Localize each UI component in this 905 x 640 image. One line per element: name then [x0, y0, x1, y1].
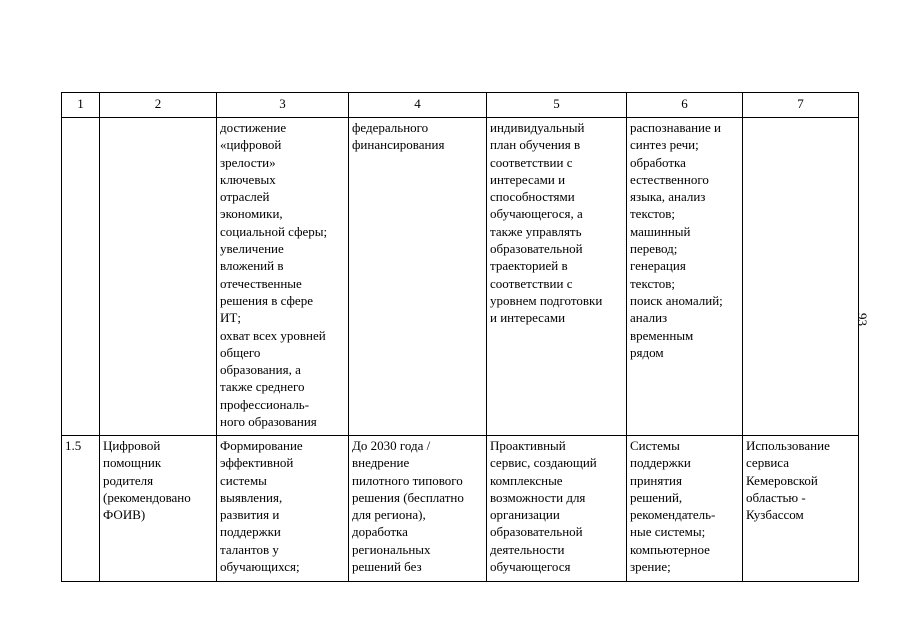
- cell-text-line: Цифровой: [103, 438, 161, 453]
- table-row: [62, 436, 859, 582]
- cell-text-line: способностями: [490, 189, 575, 205]
- table-cell-col-6: [627, 118, 743, 436]
- cell-text-line: интересами и: [490, 171, 566, 187]
- cell-text-line: уровнем подготовки: [490, 292, 603, 308]
- cell-text-line: текстов;: [630, 275, 675, 291]
- header-cell-7: 7: [743, 93, 859, 118]
- cell-text-line: Проактивный: [490, 438, 566, 453]
- table-cell-col-1: [62, 436, 100, 582]
- cell-text-line: «цифровой: [220, 137, 282, 153]
- cell-text-line: отраслей: [220, 189, 270, 205]
- cell-text-line: возможности для: [490, 489, 586, 505]
- cell-text-line: ного образования: [220, 414, 317, 430]
- cell-text-line: помощник: [103, 455, 162, 471]
- table-cell-col-1: [62, 118, 100, 436]
- cell-text-line: обучающегося: [490, 559, 571, 575]
- cell-text-line: языка, анализ: [630, 189, 706, 205]
- cell-text-line: До 2030 года /: [352, 438, 431, 453]
- table-cell-col-4: [349, 436, 487, 582]
- cell-text-line: естественного: [630, 171, 709, 187]
- cell-text-line: зрелости»: [220, 154, 276, 170]
- cell-text-line: социальной сферы;: [220, 223, 328, 239]
- cell-text-line: увеличение: [220, 241, 284, 257]
- cell-text-line: ИТ;: [220, 310, 241, 326]
- cell-text-line: синтез речи;: [630, 137, 699, 153]
- cell-text-line: экономики,: [220, 206, 283, 222]
- table-cell-col-7: [743, 436, 859, 582]
- cell-text-line: Системы: [630, 438, 680, 453]
- cell-text-line: решений,: [630, 489, 683, 505]
- cell-text-line: образовательной: [490, 241, 583, 257]
- header-cell-2: 2: [100, 93, 217, 118]
- cell-text-line: (рекомендовано: [103, 489, 191, 505]
- cell-text-line: Кузбассом: [746, 507, 804, 523]
- cell-text-line: организации: [490, 507, 560, 523]
- cell-text-line: доработка: [352, 524, 408, 540]
- cell-text-line: ключевых: [220, 171, 276, 187]
- table-cell-col-7: [743, 118, 859, 436]
- cell-text-line: родителя: [103, 472, 154, 488]
- cell-text-line: образования, а: [220, 362, 301, 378]
- cell-text-line: рядом: [630, 344, 664, 360]
- cell-text-line: распознавание и: [630, 120, 721, 135]
- cell-text-line: отечественные: [220, 275, 302, 291]
- cell-text-line: индивидуальный: [490, 120, 585, 135]
- cell-text-line: федерального: [352, 120, 429, 135]
- table-cell-col-5: [487, 436, 627, 582]
- cell-text-line: Кемеровской: [746, 472, 818, 488]
- table-cell-col-2: [100, 436, 217, 582]
- table-cell-col-2: [100, 118, 217, 436]
- cell-text-line: региональных: [352, 541, 431, 557]
- table-header-row: [62, 93, 859, 118]
- cell-text-line: системы: [220, 472, 267, 488]
- cell-text-line: решения в сфере: [220, 292, 313, 308]
- cell-text-line: пилотного типового: [352, 472, 463, 488]
- cell-text-line: общего: [220, 344, 261, 360]
- cell-text-line: вложений в: [220, 258, 284, 274]
- cell-text-line: поддержки: [220, 524, 281, 540]
- cell-text-line: комплексные: [490, 472, 563, 488]
- cell-text-line: решения (бесплатно: [352, 489, 464, 505]
- cell-text-line: внедрение: [352, 455, 410, 471]
- cell-text-line: обучающегося, а: [490, 206, 583, 222]
- cell-text-line: обработка: [630, 154, 686, 170]
- cell-text-line: анализ: [630, 310, 668, 326]
- cell-text-line: финансирования: [352, 137, 445, 153]
- cell-text-line: достижение: [220, 120, 287, 135]
- cell-text-line: развития и: [220, 507, 280, 523]
- cell-text-line: также управлять: [490, 223, 582, 239]
- cell-text-line: машинный: [630, 223, 691, 239]
- cell-text-line: ные системы;: [630, 524, 706, 540]
- cell-text-line: рекомендатель-: [630, 507, 716, 523]
- cell-text-line: траекторией в: [490, 258, 568, 274]
- cell-text-line: решений без: [352, 559, 422, 575]
- table-cell-col-4: [349, 118, 487, 436]
- cell-text-line: охват всех уровней: [220, 327, 326, 343]
- cell-text-line: соответствии с: [490, 154, 573, 170]
- cell-text-line: текстов;: [630, 206, 675, 222]
- cell-text-line: профессиональ-: [220, 396, 310, 412]
- cell-text-line: компьютерное: [630, 541, 710, 557]
- header-cell-4: 4: [349, 93, 487, 118]
- cell-text-line: ФОИВ): [103, 507, 146, 523]
- table-cell-col-5: [487, 118, 627, 436]
- cell-text-line: деятельности: [490, 541, 565, 557]
- cell-text-line: принятия: [630, 472, 682, 488]
- cell-text-line: сервис, создающий: [490, 455, 597, 471]
- cell-text-line: эффективной: [220, 455, 294, 471]
- table-cell-col-6: [627, 436, 743, 582]
- table-cell-col-3: [217, 118, 349, 436]
- cell-text-line: поиск аномалий;: [630, 292, 723, 308]
- table-row: [62, 118, 859, 436]
- cell-text-line: план обучения в: [490, 137, 581, 153]
- cell-text-line: областью -: [746, 489, 806, 505]
- cell-text-line: сервиса: [746, 455, 789, 471]
- table-cell-col-3: [217, 436, 349, 582]
- cell-text-line: образовательной: [490, 524, 583, 540]
- cell-text-line: Формирование: [220, 438, 303, 453]
- header-cell-3: 3: [217, 93, 349, 118]
- cell-text-line: также среднего: [220, 379, 305, 395]
- cell-text-line: выявления,: [220, 489, 283, 505]
- page-number: 93: [855, 313, 870, 326]
- document-table: [61, 92, 859, 582]
- cell-text-line: временным: [630, 327, 694, 343]
- cell-text-line: и интересами: [490, 310, 566, 326]
- header-cell-1: 1: [62, 93, 100, 118]
- cell-text-line: поддержки: [630, 455, 691, 471]
- cell-text-line: талантов у: [220, 541, 279, 557]
- cell-text-line: соответствии с: [490, 275, 573, 291]
- header-cell-6: 6: [627, 93, 743, 118]
- cell-text-line: обучающихся;: [220, 559, 300, 575]
- cell-text-line: Использование: [746, 438, 830, 453]
- cell-text-line: зрение;: [630, 559, 671, 575]
- cell-text-line: перевод;: [630, 241, 678, 257]
- cell-text-line: для региона),: [352, 507, 426, 523]
- cell-text-line: генерация: [630, 258, 686, 274]
- cell-text-line: 1.5: [65, 438, 82, 453]
- header-cell-5: 5: [487, 93, 627, 118]
